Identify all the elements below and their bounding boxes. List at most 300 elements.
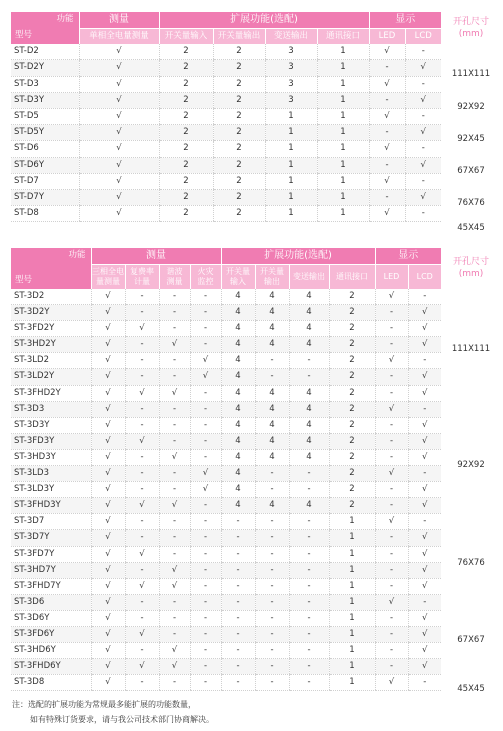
table-cell: √: [375, 353, 408, 369]
table2-size-column: [443, 248, 499, 288]
table-cell: √: [91, 530, 125, 546]
table-row: [11, 643, 441, 659]
table-cell: √: [190, 466, 221, 482]
table-cell: √: [79, 173, 159, 189]
table-cell: √: [91, 578, 125, 594]
sub-header-line: 监控: [197, 277, 214, 286]
table-cell: 1: [329, 578, 375, 594]
spec-table-three-phase: [11, 248, 441, 691]
table-cell: -: [408, 466, 441, 482]
table-cell: 1: [329, 610, 375, 626]
model-cell: ST-D5: [11, 109, 79, 125]
model-cell: ST-3FHD3Y: [11, 498, 91, 514]
table-cell: -: [125, 401, 159, 417]
model-cell: ST-3FHD7Y: [11, 578, 91, 594]
table-cell: 4: [221, 353, 255, 369]
table-cell: 4: [289, 385, 329, 401]
table-cell: -: [375, 385, 408, 401]
table-cell: -: [190, 305, 221, 321]
sub-header: LCD: [405, 29, 441, 45]
table-row: [11, 449, 441, 465]
table-cell: √: [91, 498, 125, 514]
table-cell: √: [91, 337, 125, 353]
cutout-size-label: 92X45: [457, 134, 485, 144]
table-cell: 1: [317, 125, 369, 141]
table-cell: 2: [159, 173, 213, 189]
table-cell: 4: [289, 433, 329, 449]
table-cell: -: [375, 530, 408, 546]
sub-header: [289, 265, 329, 290]
table-cell: 4: [221, 305, 255, 321]
table-cell: √: [91, 546, 125, 562]
cutout-size-label: 67X67: [457, 166, 485, 176]
table-cell: 4: [255, 433, 289, 449]
table-cell: 4: [255, 417, 289, 433]
model-cell: ST-3FD7Y: [11, 546, 91, 562]
table-row: [11, 610, 441, 626]
sub-header-line: 开关量: [226, 267, 250, 276]
sub-header-line: 量测量: [96, 277, 120, 286]
table-cell: 2: [329, 417, 375, 433]
model-cell: ST-D2: [11, 44, 79, 60]
table-cell: √: [91, 610, 125, 626]
table-row: [11, 433, 441, 449]
cutout-size-label: 92X92: [457, 460, 485, 470]
table-cell: √: [375, 466, 408, 482]
table-cell: √: [125, 433, 159, 449]
table-cell: 2: [213, 141, 265, 157]
table-cell: -: [405, 173, 441, 189]
table-cell: 1: [329, 643, 375, 659]
table-cell: 1: [265, 125, 317, 141]
table-cell: -: [190, 401, 221, 417]
table-cell: -: [255, 643, 289, 659]
model-cell: ST-3LD2Y: [11, 369, 91, 385]
table-cell: 1: [265, 157, 317, 173]
table-cell: -: [190, 610, 221, 626]
table-cell: -: [375, 546, 408, 562]
table-cell: √: [159, 659, 190, 675]
table-cell: -: [375, 417, 408, 433]
table-cell: √: [190, 482, 221, 498]
table-cell: √: [91, 449, 125, 465]
table-cell: -: [190, 337, 221, 353]
table-row: [11, 530, 441, 546]
table-cell: -: [255, 514, 289, 530]
table-cell: 4: [255, 337, 289, 353]
table1-corner: [11, 12, 79, 44]
table-cell: √: [405, 125, 441, 141]
table-cell: √: [159, 562, 190, 578]
cutout-size-label: 111X111: [451, 69, 491, 79]
table-cell: 2: [329, 466, 375, 482]
table-cell: √: [369, 44, 405, 60]
table-row: [11, 157, 441, 173]
table-cell: √: [91, 305, 125, 321]
table-cell: -: [221, 562, 255, 578]
table-row: [11, 546, 441, 562]
model-cell: ST-3D2: [11, 289, 91, 305]
table-cell: -: [405, 109, 441, 125]
table-cell: -: [125, 530, 159, 546]
model-cell: ST-3D8: [11, 675, 91, 691]
model-cell: ST-3D7Y: [11, 530, 91, 546]
cutout-size-label: 76X76: [457, 558, 485, 568]
table-row: [11, 190, 441, 206]
table-cell: -: [375, 659, 408, 675]
table-cell: 2: [329, 449, 375, 465]
table-row: [11, 305, 441, 321]
table-row: [11, 141, 441, 157]
table-cell: √: [79, 125, 159, 141]
table-cell: 2: [159, 109, 213, 125]
sub-header-line: 火灾: [197, 267, 214, 276]
model-cell: ST-3LD3Y: [11, 482, 91, 498]
table-cell: -: [159, 626, 190, 642]
model-cell: ST-3FD6Y: [11, 626, 91, 642]
table-cell: √: [408, 369, 441, 385]
table-cell: √: [91, 466, 125, 482]
table-cell: 2: [159, 60, 213, 76]
table-row: [11, 337, 441, 353]
table-cell: √: [369, 173, 405, 189]
table-cell: √: [91, 369, 125, 385]
table-row: [11, 417, 441, 433]
table-cell: √: [125, 498, 159, 514]
sub-header-line: 输出: [264, 277, 280, 286]
model-cell: ST-D8: [11, 206, 79, 222]
table-cell: √: [375, 675, 408, 691]
table-cell: √: [91, 353, 125, 369]
table-cell: -: [125, 643, 159, 659]
table-cell: √: [369, 76, 405, 92]
table-cell: -: [408, 401, 441, 417]
table-cell: √: [190, 369, 221, 385]
table-cell: 4: [221, 417, 255, 433]
table-cell: -: [408, 289, 441, 305]
cutout-size-label: 111X111: [451, 344, 491, 354]
group-display: 显示: [369, 12, 441, 29]
table-cell: √: [408, 659, 441, 675]
table-cell: 4: [255, 498, 289, 514]
table-cell: -: [369, 190, 405, 206]
table-cell: -: [190, 449, 221, 465]
table-cell: -: [125, 449, 159, 465]
table-cell: -: [375, 337, 408, 353]
table-cell: 1: [265, 141, 317, 157]
table-cell: 1: [329, 546, 375, 562]
table-cell: √: [125, 626, 159, 642]
table-cell: √: [91, 626, 125, 642]
table-cell: √: [408, 305, 441, 321]
table-cell: √: [79, 157, 159, 173]
table-row: [11, 92, 441, 108]
table-cell: -: [221, 643, 255, 659]
table-cell: √: [405, 92, 441, 108]
table-cell: 2: [213, 60, 265, 76]
table-cell: 4: [289, 305, 329, 321]
table-cell: 4: [289, 321, 329, 337]
size-header-unit: (mm): [458, 269, 484, 279]
corner-function-label: 功能: [56, 14, 74, 24]
table-cell: 4: [221, 482, 255, 498]
table-cell: -: [289, 482, 329, 498]
table-cell: -: [125, 675, 159, 691]
table-cell: -: [375, 578, 408, 594]
table-row: [11, 659, 441, 675]
table-cell: 2: [159, 76, 213, 92]
table-cell: -: [375, 482, 408, 498]
table-row: [11, 578, 441, 594]
table-cell: -: [408, 514, 441, 530]
table-cell: -: [255, 562, 289, 578]
sub-header-line: 复费率: [130, 267, 154, 276]
table-cell: √: [369, 109, 405, 125]
table-cell: -: [375, 610, 408, 626]
cutout-size-label: 92X92: [457, 102, 485, 112]
table-cell: -: [125, 353, 159, 369]
table-cell: 1: [265, 190, 317, 206]
table-cell: √: [79, 141, 159, 157]
table-row: [11, 369, 441, 385]
table-cell: -: [221, 626, 255, 642]
table-cell: -: [125, 305, 159, 321]
table-cell: -: [405, 76, 441, 92]
table-row: [11, 562, 441, 578]
table-cell: 1: [317, 76, 369, 92]
table-cell: √: [79, 190, 159, 206]
table-cell: -: [375, 449, 408, 465]
table-cell: -: [190, 498, 221, 514]
table-cell: 1: [317, 92, 369, 108]
table-cell: 2: [329, 482, 375, 498]
table-cell: -: [408, 353, 441, 369]
table-cell: 2: [213, 206, 265, 222]
table-cell: √: [91, 514, 125, 530]
table-cell: -: [221, 578, 255, 594]
table-cell: √: [408, 610, 441, 626]
table-cell: -: [125, 289, 159, 305]
table-cell: 4: [289, 449, 329, 465]
size-header-unit: (mm): [458, 29, 484, 39]
model-cell: ST-3HD6Y: [11, 643, 91, 659]
table-cell: -: [125, 369, 159, 385]
table-cell: -: [125, 417, 159, 433]
table-cell: -: [190, 626, 221, 642]
table-cell: -: [375, 321, 408, 337]
table-cell: √: [375, 594, 408, 610]
table-cell: 4: [221, 466, 255, 482]
model-cell: ST-D7: [11, 173, 79, 189]
table-cell: -: [221, 594, 255, 610]
table-cell: √: [375, 401, 408, 417]
table-cell: √: [408, 321, 441, 337]
table-row: [11, 60, 441, 76]
table-cell: 2: [159, 92, 213, 108]
table-cell: 2: [213, 44, 265, 60]
table-cell: √: [91, 482, 125, 498]
sub-header: [91, 265, 125, 290]
table-cell: √: [79, 92, 159, 108]
table-cell: -: [159, 369, 190, 385]
table-cell: 4: [289, 401, 329, 417]
table-cell: -: [190, 530, 221, 546]
table-cell: 4: [255, 401, 289, 417]
table-row: [11, 675, 441, 691]
table-cell: -: [190, 643, 221, 659]
model-cell: ST-3LD3: [11, 466, 91, 482]
model-cell: ST-D3: [11, 76, 79, 92]
table-row: [11, 385, 441, 401]
table-cell: -: [255, 466, 289, 482]
model-cell: ST-D6: [11, 141, 79, 157]
table-cell: √: [125, 321, 159, 337]
sub-header-line: 开关量: [260, 267, 284, 276]
table-row: [11, 125, 441, 141]
table-cell: -: [159, 530, 190, 546]
table-row: [11, 76, 441, 92]
model-cell: ST-D3Y: [11, 92, 79, 108]
table-cell: -: [255, 482, 289, 498]
table-cell: √: [408, 530, 441, 546]
table-cell: √: [159, 385, 190, 401]
table-cell: -: [221, 514, 255, 530]
table-cell: -: [255, 594, 289, 610]
table-cell: -: [375, 562, 408, 578]
model-cell: ST-3D6Y: [11, 610, 91, 626]
table-cell: 4: [221, 369, 255, 385]
table-cell: -: [190, 675, 221, 691]
table-cell: -: [369, 92, 405, 108]
table-cell: -: [375, 369, 408, 385]
sub-header: [125, 265, 159, 290]
table-cell: 2: [213, 92, 265, 108]
table-cell: -: [375, 626, 408, 642]
table-cell: -: [289, 369, 329, 385]
table-cell: 1: [317, 190, 369, 206]
table-cell: √: [190, 353, 221, 369]
table-cell: √: [159, 449, 190, 465]
table-cell: 1: [317, 60, 369, 76]
table-cell: √: [91, 289, 125, 305]
table-cell: 4: [255, 449, 289, 465]
table-cell: -: [255, 353, 289, 369]
table-row: [11, 321, 441, 337]
table-cell: √: [79, 44, 159, 60]
table-cell: √: [408, 449, 441, 465]
table-cell: -: [125, 610, 159, 626]
table-cell: -: [289, 675, 329, 691]
table-row: [11, 482, 441, 498]
sub-header-line: 通讯接口: [336, 272, 368, 281]
table-cell: 3: [265, 60, 317, 76]
table-cell: -: [159, 482, 190, 498]
table-cell: 1: [265, 109, 317, 125]
group-expand: 扩展功能(选配): [221, 248, 375, 265]
table-cell: 2: [329, 369, 375, 385]
table-cell: -: [221, 546, 255, 562]
sub-header: 单相全电量测量: [79, 29, 159, 45]
table-cell: 2: [159, 206, 213, 222]
table-cell: √: [408, 482, 441, 498]
model-cell: ST-3FD3Y: [11, 433, 91, 449]
table-cell: -: [369, 125, 405, 141]
sub-header: [190, 265, 221, 290]
table-cell: 3: [265, 44, 317, 60]
table-cell: 2: [329, 353, 375, 369]
table-cell: -: [408, 675, 441, 691]
sub-header-line: 谐波: [166, 267, 183, 276]
table-cell: √: [91, 433, 125, 449]
sub-header: [375, 265, 408, 290]
table-cell: 4: [221, 321, 255, 337]
table-cell: 1: [329, 530, 375, 546]
table-cell: 1: [265, 206, 317, 222]
table-cell: 2: [213, 125, 265, 141]
table-cell: -: [405, 206, 441, 222]
table-cell: -: [190, 433, 221, 449]
table-cell: 1: [329, 626, 375, 642]
table-cell: 2: [329, 401, 375, 417]
footnote-line-1: 注：选配的扩展功能为常规最多能扩展的功能数量，: [12, 700, 196, 709]
table-cell: 1: [329, 514, 375, 530]
model-cell: ST-3LD2: [11, 353, 91, 369]
model-cell: ST-D6Y: [11, 157, 79, 173]
table-cell: √: [369, 206, 405, 222]
table-cell: 1: [317, 206, 369, 222]
model-cell: ST-3FHD6Y: [11, 659, 91, 675]
table-cell: 1: [329, 562, 375, 578]
group-expand: 扩展功能(选配): [159, 12, 369, 29]
table-cell: 1: [317, 109, 369, 125]
table-cell: 1: [317, 141, 369, 157]
table-cell: -: [190, 546, 221, 562]
group-display: 显示: [375, 248, 441, 265]
cutout-size-label: 45X45: [457, 223, 485, 233]
table-row: [11, 626, 441, 642]
table-cell: √: [125, 546, 159, 562]
table1-size-column: [443, 12, 499, 44]
table-cell: -: [289, 562, 329, 578]
size-header: [443, 12, 499, 44]
table-cell: √: [408, 433, 441, 449]
table-cell: √: [408, 498, 441, 514]
table-cell: √: [91, 643, 125, 659]
table-cell: √: [408, 546, 441, 562]
table-cell: -: [405, 141, 441, 157]
sub-header: LED: [369, 29, 405, 45]
table-cell: 2: [329, 305, 375, 321]
table-cell: -: [369, 60, 405, 76]
size-header: [443, 248, 499, 288]
table-cell: 2: [213, 173, 265, 189]
table-cell: -: [159, 289, 190, 305]
model-cell: ST-3D6: [11, 594, 91, 610]
table-cell: √: [375, 289, 408, 305]
table-cell: 4: [221, 498, 255, 514]
table-cell: -: [289, 530, 329, 546]
model-cell: ST-3D2Y: [11, 305, 91, 321]
table-cell: √: [91, 385, 125, 401]
cutout-size-label: 67X67: [457, 635, 485, 645]
table-cell: -: [190, 514, 221, 530]
table-cell: -: [289, 643, 329, 659]
table-cell: 2: [159, 141, 213, 157]
table-cell: √: [408, 417, 441, 433]
table-cell: 2: [159, 190, 213, 206]
sub-header: 通讯接口: [317, 29, 369, 45]
table-cell: √: [375, 514, 408, 530]
